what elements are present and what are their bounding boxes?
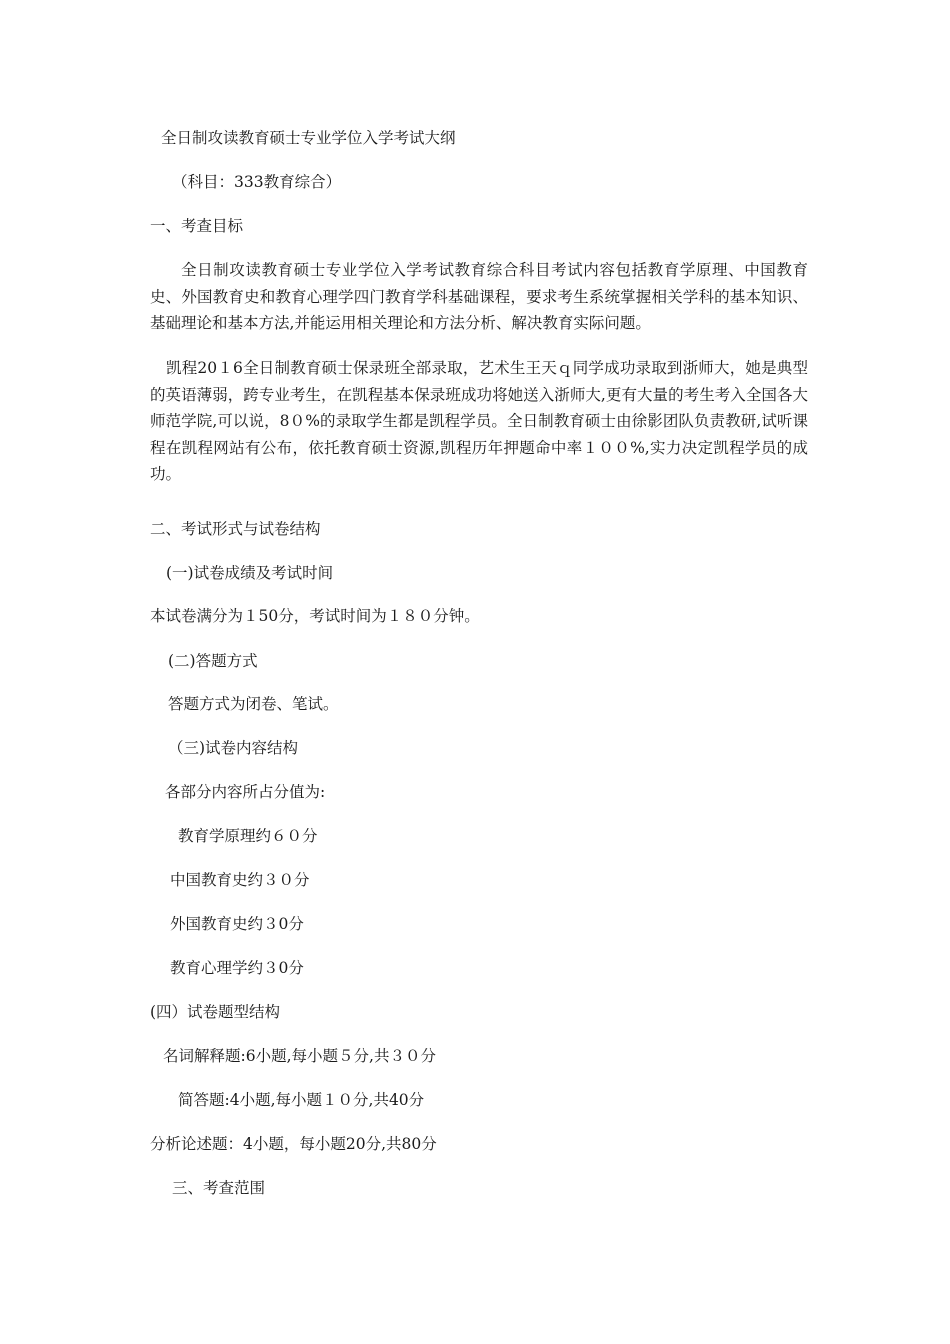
- question-type-item: 名词解释题:6小题,每小题５分,共３０分: [163, 1047, 436, 1065]
- subsection-score-time: (一)试卷成绩及考试时间: [166, 564, 334, 582]
- question-type-item: 简答题:4小题,每小题１０分,共40分: [178, 1091, 425, 1109]
- section-heading-objectives: 一、考查目标: [150, 217, 244, 235]
- subsection-answer-method: (二)答题方式: [168, 652, 258, 670]
- document-title: 全日制攻读教育硕士专业学位入学考试大纲: [161, 129, 456, 147]
- section-heading-scope: 三、考查范围: [172, 1179, 266, 1197]
- content-structure-text: 各部分内容所占分值为:: [165, 783, 326, 801]
- question-type-item: 分析论述题：4小题，每小题20分,共80分: [150, 1135, 437, 1153]
- objectives-paragraph: 全日制攻读教育硕士专业学位入学考试教育综合科目考试内容包括教育学原理、中国教育史、外国教育史和教育心理学四门教育学科基础课程，要求考生系统掌握相关学科的基本知识、基础理论和基本方法,并能运用相关理论和方法分析、解决教育实际问题。: [150, 261, 808, 332]
- score-item: 外国教育史约３0分: [170, 915, 304, 933]
- score-item: 教育学原理约６０分: [178, 827, 318, 845]
- promo-paragraph: 凯程20１6全日制教育硕士保录班全部录取，艺术生王天ｑ同学成功录取到浙师大，她是典型的英语薄弱，跨专业考生，在凯程基本保录班成功将她送入浙师大,更有大量的考生考入全国各大师范学院,可以说，8０%的录取学生都是凯程学员。全日制教育硕士由徐影团队负责教研,试听课程在凯程网站有公布，依托教育硕士资源,凯程历年押题命中率１００%,实力决定凯程学员的成功。: [150, 359, 808, 483]
- subject-line: （科目：333教育综合）: [172, 173, 342, 191]
- answer-method-text: 答题方式为闭卷、笔试。: [168, 695, 339, 713]
- section-heading-format: 二、考试形式与试卷结构: [150, 520, 321, 538]
- score-time-text: 本试卷满分为１50分，考试时间为１８０分钟。: [150, 607, 480, 625]
- score-item: 教育心理学约３0分: [170, 959, 304, 977]
- subsection-question-types: (四）试卷题型结构: [150, 1003, 281, 1021]
- subsection-content-structure: （三)试卷内容结构: [168, 739, 299, 757]
- score-item: 中国教育史约３０分: [170, 871, 310, 889]
